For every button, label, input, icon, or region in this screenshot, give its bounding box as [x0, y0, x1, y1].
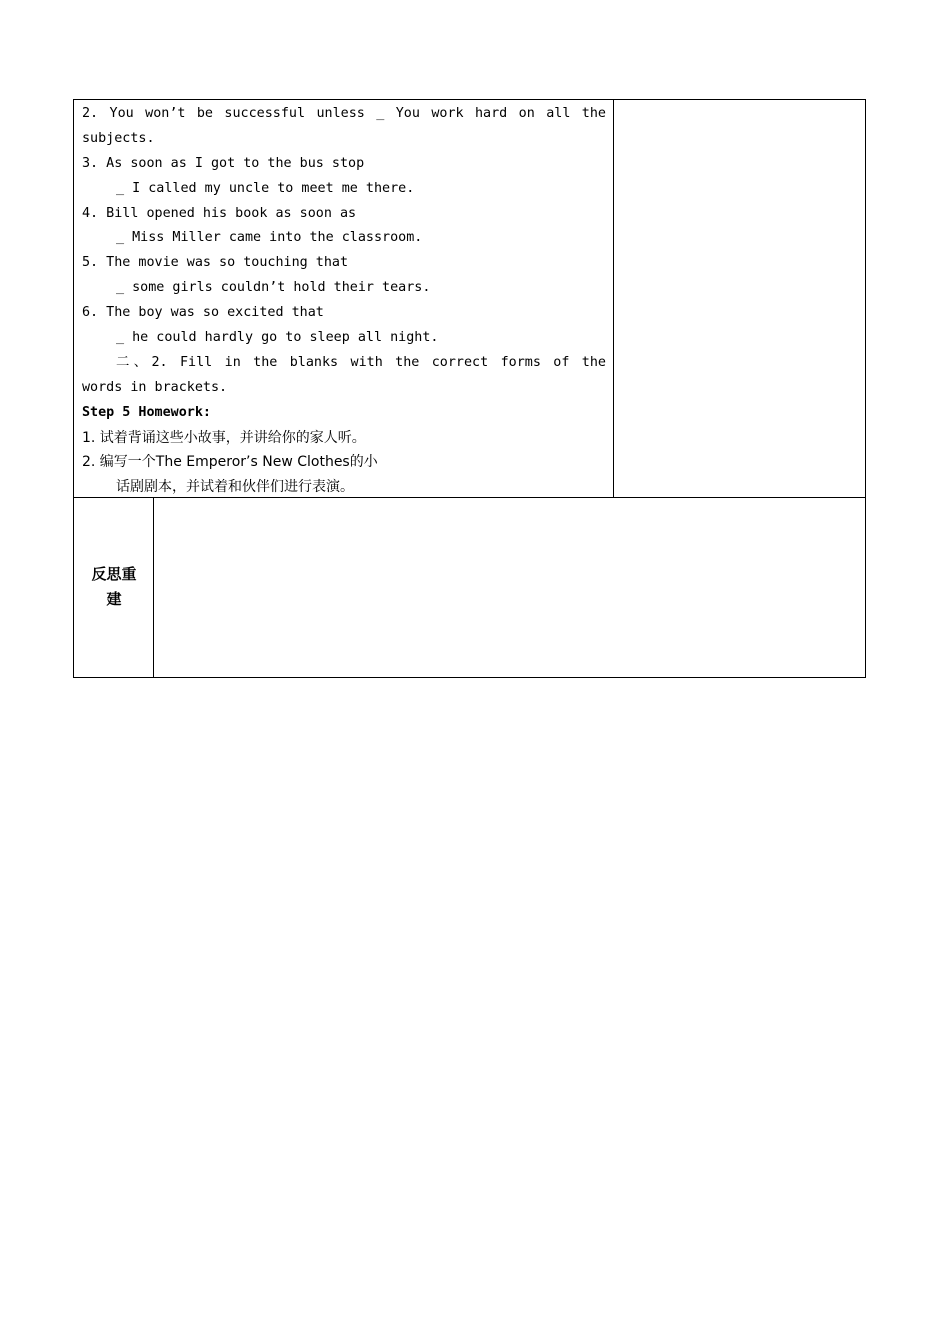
lesson-content-cell — [74, 100, 614, 497]
notes-cell — [614, 100, 865, 497]
exercise-4-line-1: 4. Bill opened his book as soon as — [82, 205, 357, 221]
lesson-lines — [82, 102, 606, 500]
exercise-6-line-2: _ he could hardly go to sleep all night. — [116, 330, 439, 346]
reflection-label: 反思重建 — [91, 565, 137, 608]
homework-item-2-line-2: 话剧剧本，并试着和伙伴们进行表演。 — [116, 479, 354, 496]
exercise-3-line-2: _ I called my uncle to meet me there. — [116, 180, 415, 196]
reflection-table — [73, 497, 866, 678]
exercise-2-line-2: subjects. — [82, 130, 155, 146]
exercise-6-line-1: 6. The boy was so excited that — [82, 305, 324, 321]
section-2-instruction-line-1: 二、2. Fill in the blanks with the correct forms of the — [116, 354, 606, 370]
homework-item-1: 1. 试着背诵这些小故事，并讲给你的家人听。 — [82, 429, 366, 446]
exercise-3-line-1: 3. As soon as I got to the bus stop — [82, 155, 365, 171]
exercise-4-line-2: _ Miss Miller came into the classroom. — [116, 230, 423, 246]
reflection-label-cell — [74, 498, 154, 677]
reflection-content-cell — [154, 498, 865, 677]
lesson-table — [73, 99, 866, 498]
exercise-5-line-1: 5. The movie was so touching that — [82, 255, 349, 271]
exercise-2-line-1: 2. You won’t be successful unless _ You work hard on all the — [82, 106, 606, 121]
exercise-5-line-2: _ some girls couldn’t hold their tears. — [116, 280, 431, 296]
section-2-instruction-line-2: words in brackets. — [82, 379, 228, 395]
homework-heading: Step 5 Homework: — [82, 404, 211, 420]
homework-item-2-line-1: 2. 编写一个The Emperor’s New Clothes的小 — [82, 454, 378, 471]
